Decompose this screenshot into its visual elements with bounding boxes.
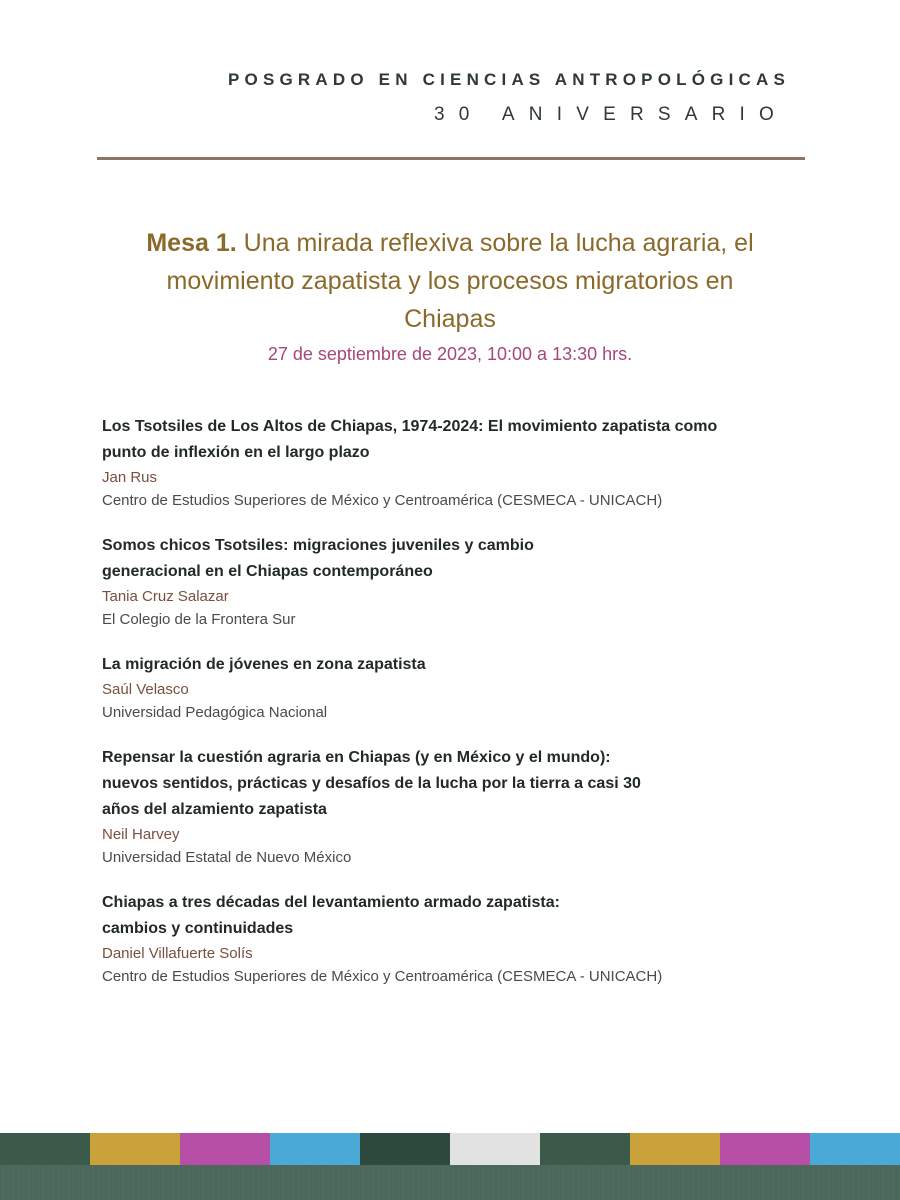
- talk-item: [102, 745, 742, 869]
- talk-institution: Universidad Estatal de Nuevo México: [102, 849, 352, 866]
- talk-title: Los Tsotsiles de Los Altos de Chiapas, 1974-2024: El movimiento zapatista como punto de inflexión en el largo plazo: [102, 418, 718, 461]
- textile-stripe-segment: [540, 1133, 630, 1165]
- anniversary-subtitle: 30 ANIVERSARIO: [433, 104, 788, 125]
- talk-institution: El Colegio de la Frontera Sur: [102, 611, 296, 628]
- talk-title: Somos chicos Tsotsiles: migraciones juveniles y cambio generacional en el Chiapas contemporáneo: [102, 537, 534, 580]
- talk-item: [102, 890, 742, 988]
- talk-speaker: Tania Cruz Salazar: [102, 588, 229, 605]
- talk-item: [102, 652, 742, 724]
- talk-speaker: Saúl Velasco: [102, 681, 189, 698]
- session-label: Mesa 1.: [146, 229, 237, 257]
- program-title: POSGRADO EN CIENCIAS ANTROPOLÓGICAS: [227, 70, 790, 89]
- talk-institution: Centro de Estudios Superiores de México y Centroamérica (CESMECA - UNICACH): [102, 492, 663, 509]
- textile-color-stripes: [0, 1133, 900, 1165]
- session-title-block: [140, 224, 760, 338]
- textile-stripe-segment: [450, 1133, 540, 1165]
- talk-institution: Centro de Estudios Superiores de México y Centroamérica (CESMECA - UNICACH): [102, 968, 663, 985]
- textile-stripe-segment: [810, 1133, 900, 1165]
- talk-institution: Universidad Pedagógica Nacional: [102, 704, 328, 721]
- session-date: 27 de septiembre de 2023, 10:00 a 13:30 hrs.: [267, 344, 633, 364]
- textile-stripe-segment: [0, 1133, 90, 1165]
- talk-title: La migración de jóvenes en zona zapatista: [102, 656, 426, 673]
- textile-green-band: [0, 1165, 900, 1200]
- textile-stripe-segment: [630, 1133, 720, 1165]
- woven-textile-band: [0, 1133, 900, 1200]
- talk-speaker: Neil Harvey: [102, 826, 180, 843]
- talk-title: Repensar la cuestión agraria en Chiapas (y en México y el mundo): nuevos sentidos, prácticas y desafíos de la lucha por la tierra a casi 30 años del alzamiento zapatista: [102, 749, 641, 818]
- textile-stripe-segment: [90, 1133, 180, 1165]
- header-divider: [97, 157, 805, 160]
- talk-speaker: Jan Rus: [102, 469, 158, 486]
- session-heading: [0, 224, 900, 368]
- talk-item: [102, 533, 742, 631]
- textile-stripe-segment: [720, 1133, 810, 1165]
- textile-stripe-segment: [180, 1133, 270, 1165]
- textile-stripe-segment: [360, 1133, 450, 1165]
- talk-item: [102, 414, 742, 512]
- textile-stripe-segment: [270, 1133, 360, 1165]
- session-title: Una mirada reflexiva sobre la lucha agraria, el movimiento zapatista y los procesos migratorios en Chiapas: [166, 229, 754, 333]
- talk-speaker: Daniel Villafuerte Solís: [102, 945, 253, 962]
- header: [0, 0, 900, 170]
- talk-list: [102, 414, 742, 1009]
- talk-title: Chiapas a tres décadas del levantamiento armado zapatista: cambios y continuidades: [102, 894, 560, 937]
